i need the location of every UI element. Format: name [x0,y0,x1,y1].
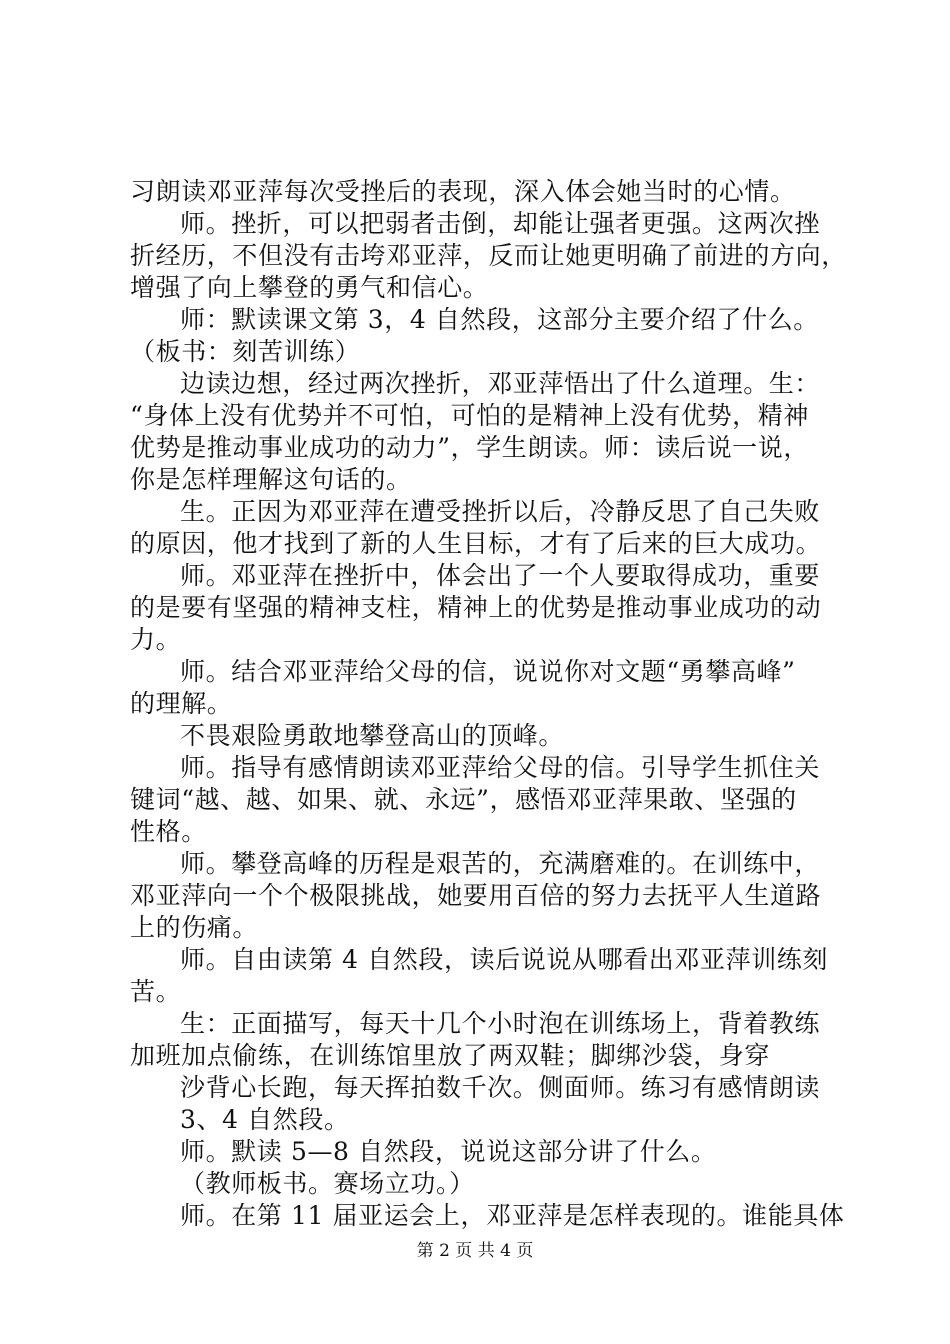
text-line: 的原因，他才找到了新的人生目标，才有了后来的巨大成功。 [130,529,822,558]
text-line: 师。邓亚萍在挫折中，体会出了一个人要取得成功，重要 [180,561,821,590]
text-line: 师。默读 5—8 自然段，说说这部分讲了什么。 [180,1137,717,1166]
text-line: 力。 [130,625,182,654]
text-line: 师。结合邓亚萍给父母的信，说说你对文题“勇攀高峰” [180,657,796,686]
text-line: 优势是推动事业成功的动力”，学生朗读。师：读后说一说， [130,433,809,462]
text-line: 沙背心长跑，每天挥拍数千次。侧面师。练习有感情朗读 [180,1073,821,1102]
text-line: 加班加点偷练，在训练馆里放了两双鞋；脚绑沙袋，身穿 [130,1041,771,1070]
text-line: 生。正因为邓亚萍在遭受挫折以后，冷静反思了自己失败 [180,497,821,526]
text-line: 师。指导有感情朗读邓亚萍给父母的信。引导学生抓住关 [180,753,821,782]
text-line: （教师板书。赛场立功。） [180,1169,475,1198]
text-line: 上的伤痛。 [130,913,259,942]
text-line: 生：正面描写，每天十几个小时泡在训练场上，背着教练 [180,1009,821,1038]
text-line: 的理解。 [130,689,233,718]
text-line: 边读边想，经过两次挫折，邓亚萍悟出了什么道理。生： [180,369,821,398]
text-line: 邓亚萍向一个个极限挑战，她要用百倍的努力去抚平人生道路 [130,881,822,910]
page-number-footer: 第 2 页 共 4 页 [416,1241,534,1261]
text-line: 键词“越、越、如果、就、永远”，感悟邓亚萍果敢、坚强的 [130,785,797,814]
text-line: 3、4 自然段。 [180,1105,350,1134]
text-line: （板书：刻苦训练） [130,337,361,366]
text-line: 你是怎样理解这句话的。 [130,465,412,494]
text-line: “身体上没有优势并不可怕，可怕的是精神上没有优势，精神 [130,401,809,430]
text-line: 增强了向上攀登的勇气和信心。 [130,273,489,302]
text-line: 师。自由读第 4 自然段，读后说说从哪看出邓亚萍训练刻 [180,945,829,974]
text-line: 师。挫折，可以把弱者击倒，却能让强者更强。这两次挫 [180,209,821,238]
text-line: 的是要有坚强的精神支柱，精神上的优势是推动事业成功的动 [130,593,822,622]
text-line: 习朗读邓亚萍每次受挫后的表现，深入体会她当时的心情。 [130,177,796,206]
text-line: 性格。 [130,817,207,846]
text-line: 师：默读课文第 3，4 自然段，这部分主要介绍了什么。 [180,305,819,334]
text-line: 苦。 [130,977,182,1006]
text-line: 师。在第 11 届亚运会上，邓亚萍是怎样表现的。谁能具体 [180,1201,845,1230]
text-line: 师。攀登高峰的历程是艰苦的，充满磨难的。在训练中， [180,849,821,878]
text-line: 折经历，不但没有击垮邓亚萍，反而让她更明确了前进的方向， [130,241,847,270]
text-line: 不畏艰险勇敢地攀登高山的顶峰。 [180,721,565,750]
